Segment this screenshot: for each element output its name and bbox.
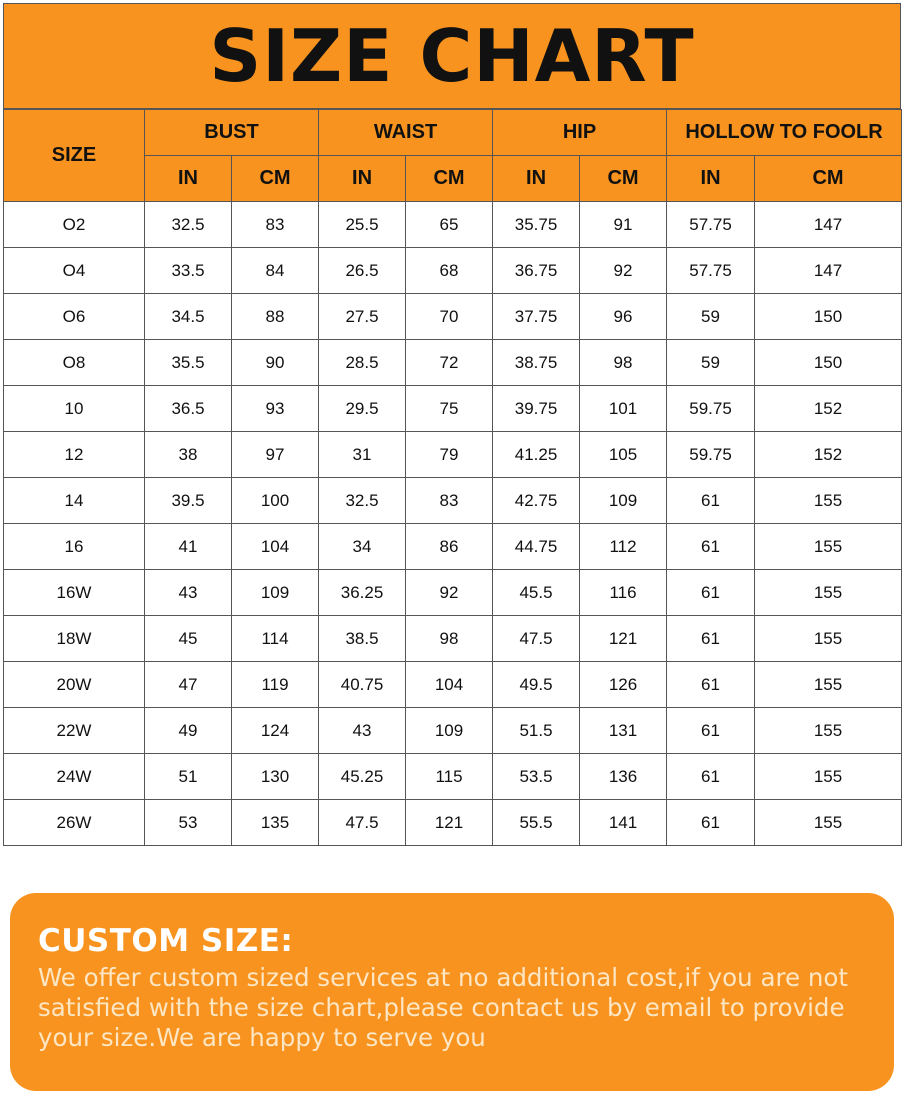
size-cell: 22W (4, 708, 145, 754)
value-cell: 38.75 (493, 340, 580, 386)
value-cell: 36.25 (319, 570, 406, 616)
value-cell: 155 (755, 478, 902, 524)
table-row (4, 800, 902, 846)
custom-size-text: We offer custom sized services at no additional cost,if you are not satisfied with the size chart,please contact us by email to provide your size.We are happy to serve you (38, 963, 848, 1052)
size-cell: O4 (4, 248, 145, 294)
value-cell: 126 (580, 662, 667, 708)
size-cell: 12 (4, 432, 145, 478)
title-banner (3, 3, 901, 109)
table-row (4, 662, 902, 708)
table-row (4, 202, 902, 248)
value-cell: 121 (406, 800, 493, 846)
value-cell: 141 (580, 800, 667, 846)
table-row (4, 294, 902, 340)
value-cell: 57.75 (667, 202, 755, 248)
value-cell: 55.5 (493, 800, 580, 846)
value-cell: 152 (755, 432, 902, 478)
size-table (3, 109, 902, 846)
value-cell: 155 (755, 570, 902, 616)
value-cell: 29.5 (319, 386, 406, 432)
value-cell: 35.5 (145, 340, 232, 386)
value-cell: 135 (232, 800, 319, 846)
header-unit: CM (580, 156, 667, 202)
value-cell: 150 (755, 294, 902, 340)
value-cell: 84 (232, 248, 319, 294)
value-cell: 92 (580, 248, 667, 294)
value-cell: 61 (667, 800, 755, 846)
value-cell: 35.75 (493, 202, 580, 248)
value-cell: 65 (406, 202, 493, 248)
value-cell: 36.75 (493, 248, 580, 294)
custom-size-title: CUSTOM SIZE: (38, 923, 294, 959)
value-cell: 119 (232, 662, 319, 708)
table-row (4, 708, 902, 754)
value-cell: 155 (755, 616, 902, 662)
value-cell: 37.75 (493, 294, 580, 340)
value-cell: 104 (232, 524, 319, 570)
table-row (4, 432, 902, 478)
value-cell: 61 (667, 478, 755, 524)
value-cell: 43 (145, 570, 232, 616)
value-cell: 39.5 (145, 478, 232, 524)
value-cell: 61 (667, 662, 755, 708)
value-cell: 45.25 (319, 754, 406, 800)
value-cell: 32.5 (319, 478, 406, 524)
size-cell: O8 (4, 340, 145, 386)
table-row (4, 248, 902, 294)
table-row (4, 478, 902, 524)
value-cell: 115 (406, 754, 493, 800)
value-cell: 131 (580, 708, 667, 754)
value-cell: 36.5 (145, 386, 232, 432)
size-cell: 16W (4, 570, 145, 616)
table-row (4, 386, 902, 432)
size-cell: 24W (4, 754, 145, 800)
size-cell: O2 (4, 202, 145, 248)
value-cell: 109 (580, 478, 667, 524)
value-cell: 121 (580, 616, 667, 662)
table-row (4, 340, 902, 386)
page-title: SIZE CHART (209, 14, 695, 98)
value-cell: 104 (406, 662, 493, 708)
value-cell: 38 (145, 432, 232, 478)
value-cell: 59.75 (667, 432, 755, 478)
value-cell: 44.75 (493, 524, 580, 570)
value-cell: 51.5 (493, 708, 580, 754)
value-cell: 150 (755, 340, 902, 386)
value-cell: 47.5 (493, 616, 580, 662)
value-cell: 32.5 (145, 202, 232, 248)
value-cell: 68 (406, 248, 493, 294)
value-cell: 152 (755, 386, 902, 432)
size-cell: 18W (4, 616, 145, 662)
value-cell: 57.75 (667, 248, 755, 294)
value-cell: 83 (232, 202, 319, 248)
header-unit: IN (667, 156, 755, 202)
value-cell: 100 (232, 478, 319, 524)
value-cell: 70 (406, 294, 493, 340)
value-cell: 98 (580, 340, 667, 386)
value-cell: 28.5 (319, 340, 406, 386)
table-row (4, 616, 902, 662)
value-cell: 83 (406, 478, 493, 524)
header-hollow-to-floor: HOLLOW TO FOOLR (667, 110, 902, 156)
value-cell: 75 (406, 386, 493, 432)
value-cell: 45 (145, 616, 232, 662)
value-cell: 97 (232, 432, 319, 478)
value-cell: 38.5 (319, 616, 406, 662)
header-unit: CM (755, 156, 902, 202)
header-size: SIZE (4, 110, 145, 202)
value-cell: 39.75 (493, 386, 580, 432)
value-cell: 91 (580, 202, 667, 248)
value-cell: 98 (406, 616, 493, 662)
size-cell: 26W (4, 800, 145, 846)
value-cell: 155 (755, 754, 902, 800)
value-cell: 124 (232, 708, 319, 754)
value-cell: 147 (755, 248, 902, 294)
header-unit: IN (145, 156, 232, 202)
value-cell: 155 (755, 662, 902, 708)
header-waist: WAIST (319, 110, 493, 156)
value-cell: 33.5 (145, 248, 232, 294)
header-hip: HIP (493, 110, 667, 156)
value-cell: 42.75 (493, 478, 580, 524)
size-cell: 14 (4, 478, 145, 524)
value-cell: 90 (232, 340, 319, 386)
value-cell: 105 (580, 432, 667, 478)
value-cell: 155 (755, 708, 902, 754)
value-cell: 93 (232, 386, 319, 432)
value-cell: 130 (232, 754, 319, 800)
table-row (4, 754, 902, 800)
size-cell: 10 (4, 386, 145, 432)
header-unit: IN (319, 156, 406, 202)
value-cell: 41 (145, 524, 232, 570)
value-cell: 31 (319, 432, 406, 478)
value-cell: 34.5 (145, 294, 232, 340)
header-bust: BUST (145, 110, 319, 156)
value-cell: 155 (755, 800, 902, 846)
value-cell: 49.5 (493, 662, 580, 708)
value-cell: 79 (406, 432, 493, 478)
value-cell: 109 (232, 570, 319, 616)
value-cell: 61 (667, 570, 755, 616)
value-cell: 61 (667, 524, 755, 570)
value-cell: 40.75 (319, 662, 406, 708)
value-cell: 96 (580, 294, 667, 340)
value-cell: 72 (406, 340, 493, 386)
value-cell: 53.5 (493, 754, 580, 800)
value-cell: 61 (667, 616, 755, 662)
value-cell: 26.5 (319, 248, 406, 294)
value-cell: 59.75 (667, 386, 755, 432)
value-cell: 25.5 (319, 202, 406, 248)
value-cell: 114 (232, 616, 319, 662)
value-cell: 53 (145, 800, 232, 846)
table-body (4, 202, 902, 846)
value-cell: 47.5 (319, 800, 406, 846)
size-cell: 20W (4, 662, 145, 708)
table-row (4, 524, 902, 570)
value-cell: 101 (580, 386, 667, 432)
value-cell: 47 (145, 662, 232, 708)
value-cell: 88 (232, 294, 319, 340)
table-row (4, 570, 902, 616)
value-cell: 147 (755, 202, 902, 248)
header-unit: CM (232, 156, 319, 202)
value-cell: 59 (667, 294, 755, 340)
value-cell: 112 (580, 524, 667, 570)
value-cell: 61 (667, 708, 755, 754)
value-cell: 34 (319, 524, 406, 570)
value-cell: 45.5 (493, 570, 580, 616)
value-cell: 41.25 (493, 432, 580, 478)
header-unit: IN (493, 156, 580, 202)
value-cell: 43 (319, 708, 406, 754)
value-cell: 27.5 (319, 294, 406, 340)
value-cell: 59 (667, 340, 755, 386)
header-unit: CM (406, 156, 493, 202)
size-cell: 16 (4, 524, 145, 570)
value-cell: 92 (406, 570, 493, 616)
custom-size-callout (10, 893, 894, 1091)
value-cell: 51 (145, 754, 232, 800)
value-cell: 86 (406, 524, 493, 570)
value-cell: 49 (145, 708, 232, 754)
value-cell: 61 (667, 754, 755, 800)
value-cell: 136 (580, 754, 667, 800)
value-cell: 116 (580, 570, 667, 616)
value-cell: 155 (755, 524, 902, 570)
value-cell: 109 (406, 708, 493, 754)
size-cell: O6 (4, 294, 145, 340)
